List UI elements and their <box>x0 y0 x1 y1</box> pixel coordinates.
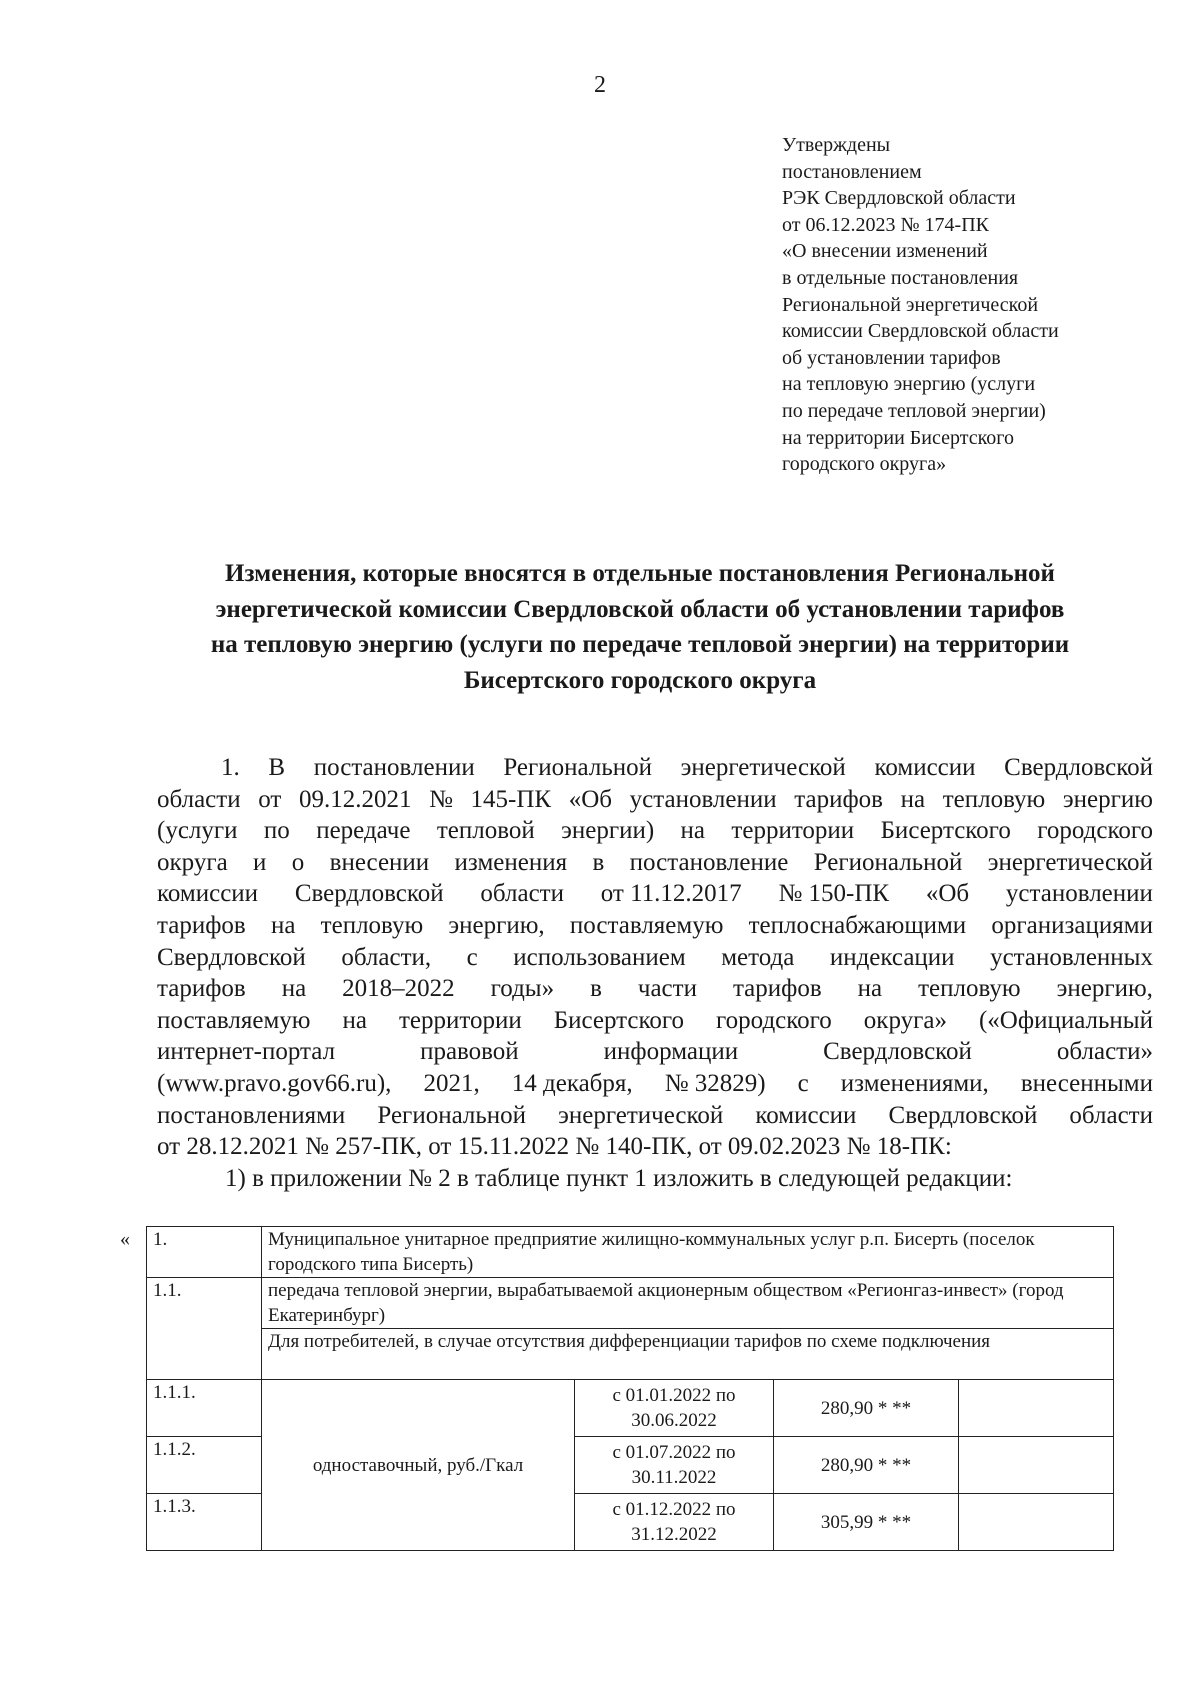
body-word: на <box>857 975 883 1003</box>
title-line: на тепловую энергию (услуги по передаче тепловой энергии) на территории <box>210 631 1070 658</box>
body-word: постановлении <box>313 754 475 781</box>
body-word: 145-ПК <box>470 785 552 813</box>
body-line <box>157 910 1153 942</box>
title-line: Бисертского городского округа <box>463 666 817 694</box>
body-word: комиссии <box>874 754 976 781</box>
empty-cell <box>959 1494 1114 1551</box>
period-start: с 01.12.2022 по <box>612 1499 736 1520</box>
body-word: на <box>680 817 706 845</box>
body-line <box>157 878 1153 910</box>
body-word: поставляемую <box>157 1006 311 1034</box>
service-description: передача тепловой энергии, вырабатываемой акционерным обществом «Регионгаз-инвест» (город Екатеринбург) <box>262 1278 1114 1329</box>
body-line <box>157 784 1153 816</box>
body-word: установлении <box>629 785 777 813</box>
period-end: 31.12.2022 <box>631 1524 717 1545</box>
body-word: тарифов <box>157 975 246 1003</box>
approval-line: на территории Бисертского <box>782 426 1014 449</box>
row-number: 1.1.2. <box>147 1437 262 1494</box>
row-number: 1.1.1. <box>147 1380 262 1437</box>
body-word: Свердловской <box>1004 754 1153 781</box>
body-word: от <box>258 785 282 813</box>
body-word: части <box>637 975 697 1003</box>
body-word: «Об <box>925 880 970 908</box>
body-word: годы» <box>490 975 555 1003</box>
body-word: тарифов <box>794 785 883 813</box>
body-word: области <box>1069 1101 1153 1129</box>
body-word: № 150-ПК <box>778 880 890 908</box>
opening-quote: « <box>120 1228 130 1250</box>
body-word: индексации <box>829 943 955 971</box>
page-number: 2 <box>594 72 606 98</box>
body-word: В <box>268 754 286 781</box>
approval-line: Утверждены <box>782 134 891 156</box>
tariff-value: 305,99 * ** <box>774 1494 959 1551</box>
body-word: тепловую <box>942 785 1046 813</box>
body-word: («Официальный <box>978 1006 1153 1034</box>
body-word: изменениями, <box>840 1069 989 1097</box>
body-word: Региональной <box>813 848 963 876</box>
body-word: информации <box>603 1038 739 1066</box>
rate-type: одноставочный, руб./Гкал <box>262 1380 575 1551</box>
organization-name: Муниципальное унитарное предприятие жилищно-коммунальных услуг р.п. Бисерть (поселок городского типа Бисерть) <box>262 1227 1114 1278</box>
body-word: передаче <box>316 817 411 845</box>
body-line <box>157 973 1153 1005</box>
body-word: с <box>797 1069 809 1097</box>
body-word: тепловую <box>918 975 1021 1003</box>
empty-cell <box>959 1380 1114 1437</box>
body-word: Свердловской <box>157 943 306 971</box>
body-word: и <box>253 848 267 876</box>
body-word: Свердловской <box>888 1101 1038 1129</box>
table-row <box>147 1278 1114 1329</box>
body-word: на <box>342 1006 367 1034</box>
approval-line: РЭК Свердловской области <box>782 187 1016 210</box>
body-word: 2018–2022 <box>342 975 455 1003</box>
body-word: тарифов <box>732 975 822 1003</box>
consumer-group: Для потребителей, в случае отсутствия дифференциации тарифов по схеме подключения <box>262 1329 1114 1380</box>
approval-line: по передаче тепловой энергии) <box>782 399 1046 422</box>
table-row <box>147 1380 1114 1437</box>
body-word: постановлениями <box>157 1101 346 1129</box>
body-word: от 28.12.2021 № 257-ПК, от 15.11.2022 № 140-ПК, от 09.02.2023 № 18-ПК: <box>157 1133 952 1161</box>
body-word: Региональной <box>377 1101 527 1129</box>
body-word: 14 декабря, <box>511 1069 633 1097</box>
body-word: на <box>900 785 926 813</box>
body-word: области» <box>1056 1038 1153 1066</box>
body-word: округа <box>157 848 228 876</box>
table-row <box>147 1227 1114 1278</box>
body-word: с <box>466 943 478 971</box>
table-row <box>147 1329 1114 1380</box>
body-word: (www.pravo.gov66.ru), <box>157 1069 392 1097</box>
row-number: 1. <box>147 1227 262 1278</box>
body-word: 1. <box>221 754 240 781</box>
body-line <box>157 1131 1153 1163</box>
body-line <box>157 752 1153 784</box>
body-word: в <box>590 975 602 1003</box>
title-line: Изменения, которые вносятся в отдельные постановления Региональной <box>225 560 1055 587</box>
body-word: городского <box>1037 817 1153 845</box>
approval-line: Региональной энергетической <box>782 293 1039 316</box>
body-word: изменения <box>454 848 568 876</box>
body-word: Региональной <box>503 754 652 781</box>
body-word: территории <box>731 817 855 845</box>
body-word: области, <box>341 943 432 971</box>
body-word: энергию, <box>1056 975 1153 1003</box>
body-word: постановление <box>629 848 789 876</box>
tariff-table <box>146 1226 1114 1551</box>
body-word: в <box>592 848 605 876</box>
body-line <box>157 1005 1153 1037</box>
approval-line: городского округа» <box>782 453 947 476</box>
body-word: энергии) <box>561 817 655 845</box>
approval-line: постановлением <box>782 160 922 183</box>
period-start: с 01.01.2022 по <box>612 1385 736 1406</box>
approval-block <box>782 132 1162 478</box>
sub-item-line: 1) в приложении № 2 в таблице пункт 1 изложить в следующей редакции: <box>225 1164 1013 1192</box>
period-start: с 01.07.2022 по <box>612 1442 736 1463</box>
approval-line: от 06.12.2023 № 174-ПК <box>782 213 990 236</box>
body-word: комиссии <box>157 880 259 908</box>
body-word: поставляемую <box>569 911 724 939</box>
body-word: внесении <box>329 848 430 876</box>
body-word: тепловой <box>436 817 535 845</box>
period-cell <box>575 1437 774 1494</box>
body-line <box>157 815 1153 847</box>
empty-cell <box>959 1437 1114 1494</box>
body-word: области <box>480 880 564 908</box>
tariff-value: 280,90 * ** <box>774 1437 959 1494</box>
body-word: на <box>281 975 307 1003</box>
body-word: области <box>157 785 241 813</box>
body-word: энергетической <box>558 1101 724 1129</box>
body-word: 09.12.2021 <box>298 785 412 813</box>
body-word: энергию <box>1062 785 1153 813</box>
row-number: 1.1. <box>147 1278 262 1380</box>
approval-line: комиссии Свердловской области <box>782 320 1059 343</box>
title-line: энергетической комиссии Свердловской области об установлении тарифов <box>215 595 1065 623</box>
body-word: округа» <box>863 1006 947 1034</box>
body-word: энергию, <box>448 911 545 939</box>
body-word: Бисертского <box>880 817 1011 845</box>
body-word: «Об <box>568 785 613 813</box>
body-word: № 32829) <box>664 1069 766 1097</box>
body-word: № <box>429 785 453 813</box>
body-word: организациями <box>991 911 1153 939</box>
approval-line: в отдельные постановления <box>782 266 1019 289</box>
period-end: 30.11.2022 <box>631 1467 717 1488</box>
body-word: комиссии <box>755 1101 857 1129</box>
body-line <box>157 847 1153 879</box>
body-word: установлении <box>1005 880 1153 908</box>
body-word: энергетической <box>680 754 846 781</box>
approval-line: на тепловую энергию (услуги <box>782 373 1036 396</box>
body-word: теплоснабжающими <box>748 911 967 939</box>
body-word: тарифов <box>157 911 246 939</box>
body-word: Свердловской <box>294 880 444 908</box>
body-word: от 11.12.2017 <box>600 880 742 908</box>
body-line <box>157 942 1153 974</box>
approval-line: об установлении тарифов <box>782 346 1001 369</box>
body-word: по <box>263 817 290 845</box>
body-word: энергетической <box>987 848 1153 876</box>
body-word: на <box>270 911 296 939</box>
body-word: Свердловской <box>823 1038 972 1066</box>
body-line <box>157 1036 1153 1068</box>
body-word: Бисертского <box>553 1006 685 1034</box>
document-title <box>140 556 1140 698</box>
body-word: метода <box>721 943 795 971</box>
period-cell <box>575 1380 774 1437</box>
period-cell <box>575 1494 774 1551</box>
row-number: 1.1.3. <box>147 1494 262 1551</box>
body-word: внесенными <box>1020 1069 1153 1097</box>
body-word: территории <box>398 1006 522 1034</box>
body-line <box>157 1068 1153 1100</box>
body-word: установленных <box>990 943 1153 971</box>
body-word: использованием <box>513 943 686 971</box>
body-word: правовой <box>420 1038 519 1066</box>
body-word: о <box>291 848 305 876</box>
body-paragraph <box>157 752 1153 1194</box>
body-word: интернет-портал <box>157 1038 336 1066</box>
body-word: городского <box>716 1006 832 1034</box>
body-word: тепловую <box>320 911 424 939</box>
body-word: 2021, <box>423 1069 480 1097</box>
body-word: (услуги <box>157 817 238 845</box>
approval-line: «О внесении изменений <box>782 240 988 263</box>
period-end: 30.06.2022 <box>631 1410 717 1431</box>
body-line <box>157 1100 1153 1132</box>
tariff-value: 280,90 * ** <box>774 1380 959 1437</box>
